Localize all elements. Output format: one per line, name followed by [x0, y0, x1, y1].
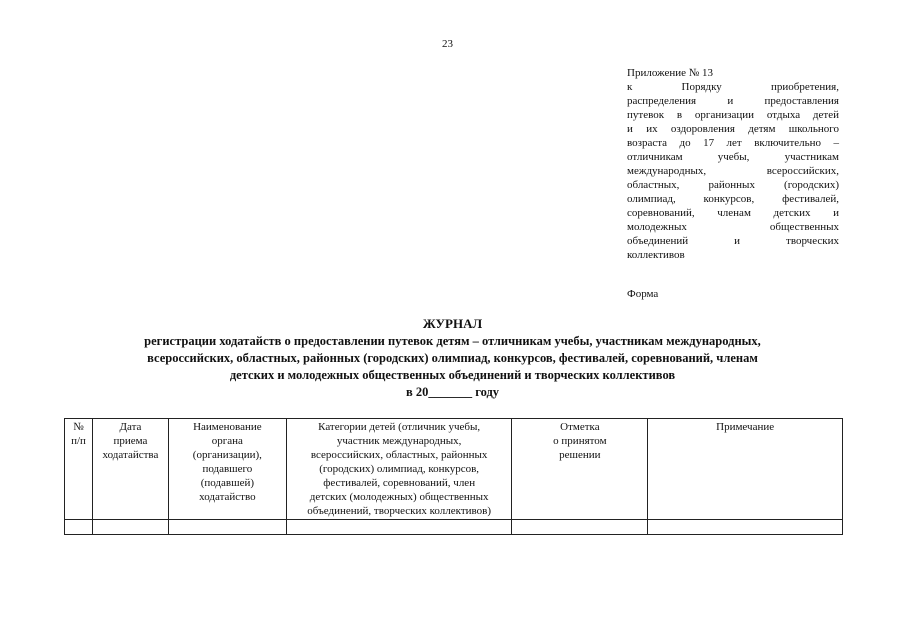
journal-heading [60, 316, 845, 400]
appendix-line: объединений и творческих [627, 235, 839, 247]
appendix-block [627, 66, 839, 262]
journal-subtitle-line: детских и молодежных общественных объединений и творческих коллективов [229, 368, 676, 382]
table-cell [65, 520, 93, 535]
register-table [64, 418, 843, 535]
appendix-line: коллективов [627, 249, 685, 261]
table-cell [648, 520, 843, 535]
appendix-line: Приложение № 13 [627, 67, 714, 79]
appendix-line: соревнований, членам детских и [627, 207, 839, 219]
journal-year: в 20_______ году [405, 385, 500, 399]
appendix-line: отличникам учебы, участникам [627, 151, 839, 163]
appendix-line: олимпиад, конкурсов, фестивалей, [627, 193, 839, 205]
appendix-line: областных, районных (городских) [627, 179, 839, 191]
appendix-line: молодежных общественных [627, 221, 839, 233]
form-label: Форма [627, 288, 659, 300]
page-number: 23 [442, 38, 453, 50]
column-header-organization: Наименование органа (организации), подавшего (подавшей) ходатайство [168, 419, 286, 520]
appendix-line: к Порядку приобретения, [627, 81, 839, 93]
table-cell [512, 520, 648, 535]
journal-subtitle-line: всероссийских, областных, районных (городских) олимпиад, конкурсов, фестивалей, соревнований, членам [147, 351, 758, 365]
column-header-date: Дата приема ходатайства [92, 419, 168, 520]
table-cell [168, 520, 286, 535]
appendix-line: и их оздоровления детям школьного [627, 123, 839, 135]
table-cell [286, 520, 512, 535]
table-cell [92, 520, 168, 535]
journal-title: ЖУРНАЛ [422, 316, 483, 331]
appendix-line: распределения и предоставления [627, 95, 839, 107]
appendix-line: возраста до 17 лет включительно – [627, 137, 839, 149]
column-header-decision: Отметка о принятом решении [512, 419, 648, 520]
table-row [65, 520, 843, 535]
appendix-line: международных, всероссийских, [627, 165, 839, 177]
table-header-row [65, 419, 843, 520]
journal-subtitle-line: регистрации ходатайств о предоставлении путевок детям – отличникам учебы, участникам международных, [144, 334, 761, 348]
column-header-number: № п/п [65, 419, 93, 520]
appendix-line: путевок в организации отдыха детей [627, 109, 839, 121]
column-header-categories: Категории детей (отличник учебы, участник международных, всероссийских, областных, районных (городских) олимпиад, конкурсов, фестивалей, соревнований, член детских (молодежных) общественных объединений, творческих коллективов) [286, 419, 512, 520]
journal-subtitle [60, 333, 845, 384]
column-header-note: Примечание [648, 419, 843, 520]
